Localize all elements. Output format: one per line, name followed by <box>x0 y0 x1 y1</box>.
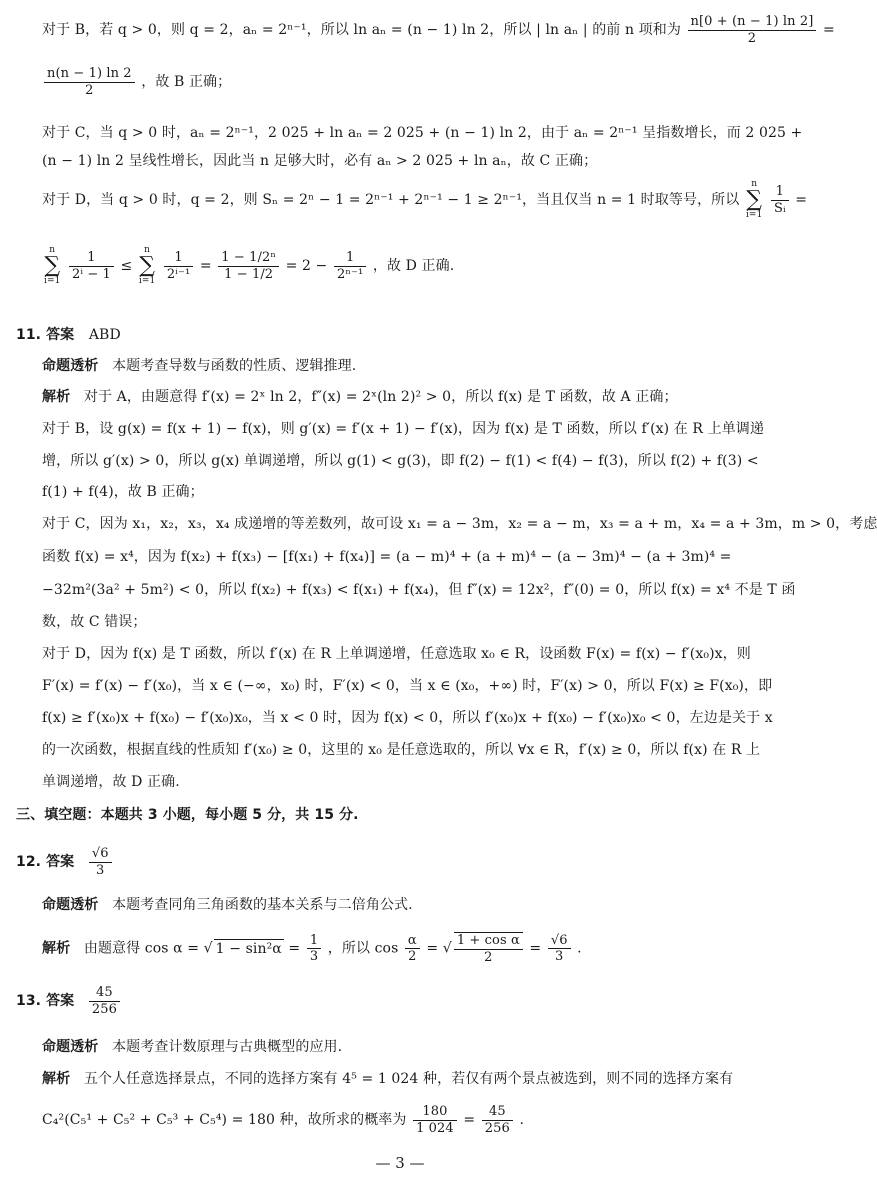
text: = <box>463 1112 476 1129</box>
text-line: 增，所以 g′(x) > 0，所以 g(x) 单调递增，所以 g(1) < g(3)，即 f(2) − f(1) < f(4) − f(3)，所以 f(2) + f(3) < <box>42 453 759 469</box>
denominator: 256 <box>91 1001 117 1017</box>
numerator: 1 <box>334 250 366 267</box>
sum-lower: i=1 <box>44 276 61 286</box>
text: ，故 D 正确. <box>372 258 455 274</box>
text-line: 的一次函数，根据直线的性质知 f′(x₀) ≥ 0，这里的 x₀ 是任意选取的，所以 ∀x ∈ R，f′(x) ≥ 0，所以 f(x) 在 R 上 <box>42 742 761 758</box>
text: = <box>288 940 301 957</box>
sigma-symbol: ∑ <box>746 187 763 212</box>
denominator: 2 <box>85 82 94 98</box>
text: 本题考查导数与函数的性质、逻辑推理. <box>112 358 357 374</box>
denominator: 3 <box>309 949 319 965</box>
sigma-symbol: ∑ <box>139 253 156 278</box>
question-11-header <box>16 326 772 344</box>
answer-label: 11. 答案 <box>16 327 75 343</box>
denominator: 1 − 1/2 <box>224 266 274 282</box>
denominator: Sᵢ <box>773 200 786 216</box>
fraction <box>405 933 420 965</box>
fraction <box>454 932 523 965</box>
text: . <box>577 940 582 957</box>
text-line: 对于 C，当 q > 0 时，aₙ = 2ⁿ⁻¹，2 025 + ln aₙ = 2 025 + (n − 1) ln 2，由于 aₙ = 2ⁿ⁻¹ 呈指数增长，而 2 025 + <box>42 125 803 141</box>
numerator: 1 <box>771 184 789 201</box>
sum-lower: i=1 <box>745 210 763 220</box>
answer-fraction <box>89 985 120 1017</box>
denominator: 3 <box>96 862 105 878</box>
question-13-header <box>16 985 772 1017</box>
text-line <box>42 1104 772 1136</box>
numerator: 1 − 1/2ⁿ <box>218 250 279 267</box>
text: ≤ <box>120 258 133 274</box>
denominator: 256 <box>484 1120 510 1136</box>
sum-upper: n <box>751 179 758 189</box>
fraction <box>482 1104 513 1136</box>
fraction <box>771 184 789 216</box>
text: = 2 − <box>285 258 328 274</box>
section-label: 解析 <box>42 389 71 405</box>
text: 对于 B，若 q > 0，则 q = 2，aₙ = 2ⁿ⁻¹，所以 ln aₙ = (n − 1) ln 2，所以 | ln aₙ | 的前 n 项和为 <box>42 22 681 39</box>
answer-fraction <box>89 846 112 878</box>
sum-lower: i=1 <box>138 276 156 286</box>
answer-value: ABD <box>88 327 121 343</box>
section-label: 命题透析 <box>42 358 99 374</box>
text-line: 对于 C，因为 x₁，x₂，x₃，x₄ 成递增的等差数列，故可设 x₁ = a − 3m，x₂ = a − m，x₃ = a + m，x₄ = a + 3m，m > 0，考虑 <box>42 516 877 532</box>
section-heading: 三、填空题：本题共 3 小题，每小题 5 分，共 15 分. <box>16 807 359 823</box>
numerator: √6 <box>548 933 571 950</box>
text-line <box>42 1038 772 1056</box>
text-line: 函数 f(x) = x⁴，因为 f(x₂) + f(x₃) − [f(x₁) + f(x₄)] = (a − m)⁴ + (a + m)⁴ − (a − 3m)⁴ − (a + 3m)⁴ = <box>42 549 732 565</box>
text: 对于 D，当 q > 0 时，q = 2，则 Sₙ = 2ⁿ − 1 = 2ⁿ⁻¹ + 2ⁿ⁻¹ − 1 ≥ 2ⁿ⁻¹，当且仅当 n = 1 时取等号，所以 <box>42 192 740 208</box>
answer-label: 13. 答案 <box>16 993 75 1010</box>
fraction <box>413 1104 457 1136</box>
text-line: (n − 1) ln 2 呈线性增长，因此当 n 足够大时，必有 aₙ > 2 025 + ln aₙ，故 C 正确； <box>42 153 598 169</box>
numerator: 45 <box>482 1104 513 1121</box>
numerator: 45 <box>89 985 120 1002</box>
numerator: 1 <box>164 250 193 267</box>
numerator: α <box>405 933 420 950</box>
summation <box>139 246 155 286</box>
text-line: F′(x) = f′(x) − f′(x₀)，当 x ∈ (−∞，x₀) 时，F′(x) < 0，当 x ∈ (x₀，+∞) 时，F′(x) > 0，所以 F(x) ≥ F(x₀)，即 <box>42 678 773 694</box>
text: C₄²(C₅¹ + C₅² + C₅³ + C₅⁴) = 180 种，故所求的概率为 <box>42 1112 407 1129</box>
section-label: 命题透析 <box>42 1039 99 1055</box>
numerator: 180 <box>413 1104 457 1121</box>
text-line <box>42 388 772 406</box>
numerator: n[0 + (n − 1) ln 2] <box>688 14 817 31</box>
text-line: −32m²(3a² + 5m²) < 0，所以 f(x₂) + f(x₃) < f(x₁) + f(x₄)，但 f″(x) = 12x²，f″(0) = 0，所以 f(x) = x⁴ 不是 T 函 <box>42 582 796 598</box>
denominator: 2ⁿ⁻¹ <box>336 266 364 282</box>
text: = <box>529 940 542 957</box>
text: 本题考查同角三角函数的基本关系与二倍角公式. <box>112 897 413 913</box>
section-label: 解析 <box>42 940 71 957</box>
text: = <box>426 940 439 957</box>
text-line <box>42 179 808 220</box>
denominator: 2ⁱ − 1 <box>72 266 111 282</box>
section-label: 命题透析 <box>42 897 99 913</box>
text-line <box>42 14 835 46</box>
numerator: √6 <box>89 846 112 863</box>
sum-upper: n <box>144 245 151 255</box>
text-line: f(1) + f(4)，故 B 正确； <box>42 484 204 500</box>
fraction <box>69 250 114 282</box>
text: ，故 B 正确； <box>141 74 232 91</box>
answer-label: 12. 答案 <box>16 854 75 871</box>
text: = <box>822 22 835 39</box>
fraction <box>44 66 135 98</box>
denominator: 2 <box>484 949 493 965</box>
text: ，所以 cos <box>327 940 399 957</box>
text-line: 单调递增，故 D 正确. <box>42 774 180 790</box>
question-12-header <box>16 846 772 878</box>
text-line: 解析 由题意得 cos α = √ 1 − sin²α = $\frac{1}{3}$ ，所以 cos $\frac{\alpha}{2}$ = √ $\frac{\text{1 + cos α}}{2}$ = $\frac{√6}{3}$ . <box>42 932 582 965</box>
denominator: 2 <box>408 949 417 965</box>
text-line: 对于 B，设 g(x) = f(x + 1) − f(x)，则 g′(x) = f′(x + 1) − f′(x)，因为 f(x) 是 T 函数，所以 f′(x) 在 R 上单调递 <box>42 421 764 437</box>
sigma-symbol: ∑ <box>44 253 61 278</box>
fraction <box>334 250 366 282</box>
text: 由题意得 cos α = <box>83 940 200 957</box>
numerator: 1 <box>69 250 114 267</box>
summation <box>746 180 762 220</box>
denominator: 2 <box>747 30 757 46</box>
sum-upper: n <box>49 245 56 255</box>
denominator: 3 <box>555 949 564 965</box>
text: = <box>795 192 808 208</box>
numerator: n(n − 1) ln 2 <box>44 66 135 83</box>
fraction <box>688 14 817 46</box>
text-line: n ∑ i=1 $\frac{1}{\text{2ⁱ − 1}}$ ≤ n ∑ i=1 $\frac{1}{\text{2ⁱ⁻¹}}$ = $\frac{\text{1 − 1/2ⁿ}}{1 - 1/2}$ = 2 − $\frac{1}{\text{2ⁿ⁻¹}}$ ，故 D 正确. <box>44 245 455 286</box>
page-number: — 3 — <box>375 1154 425 1172</box>
text: 五个人任意选择景点，不同的选择方案有 4⁵ = 1 024 种，若仅有两个景点被选到，则不同的选择方案有 <box>83 1071 734 1087</box>
section-label: 解析 <box>42 1071 71 1087</box>
text-line <box>42 896 772 914</box>
fraction <box>307 933 321 965</box>
fraction <box>548 933 571 965</box>
text-line: 对于 D，因为 f(x) 是 T 函数，所以 f′(x) 在 R 上单调递增，任意选取 x₀ ∈ R，设函数 F(x) = f(x) − f′(x₀)x，则 <box>42 646 751 662</box>
text: . <box>519 1112 525 1129</box>
text: 本题考查计数原理与古典概型的应用. <box>112 1039 343 1055</box>
text: 对于 A，由题意得 f′(x) = 2ˣ ln 2，f″(x) = 2ˣ(ln 2)² > 0，所以 f(x) 是 T 函数，故 A 正确； <box>83 389 678 405</box>
denominator: 1 024 <box>416 1120 454 1136</box>
text-line: f(x) ≥ f′(x₀)x + f(x₀) − f′(x₀)x₀，当 x < 0 时，因为 f(x) < 0，所以 f′(x₀)x + f(x₀) − f′(x₀)x₀ < 0，左边是关于 x <box>42 710 773 726</box>
text-line: 数，故 C 错误； <box>42 614 147 630</box>
numerator: 1 + cos α <box>454 933 523 950</box>
fraction <box>218 250 279 282</box>
summation <box>44 246 60 286</box>
radicand: 1 − sin²α <box>215 940 282 957</box>
text-line <box>42 66 772 98</box>
numerator: 1 <box>307 933 321 950</box>
denominator: 2ⁱ⁻¹ <box>166 266 191 282</box>
fraction <box>164 250 193 282</box>
text-line <box>42 357 772 375</box>
text-line <box>42 1070 772 1088</box>
